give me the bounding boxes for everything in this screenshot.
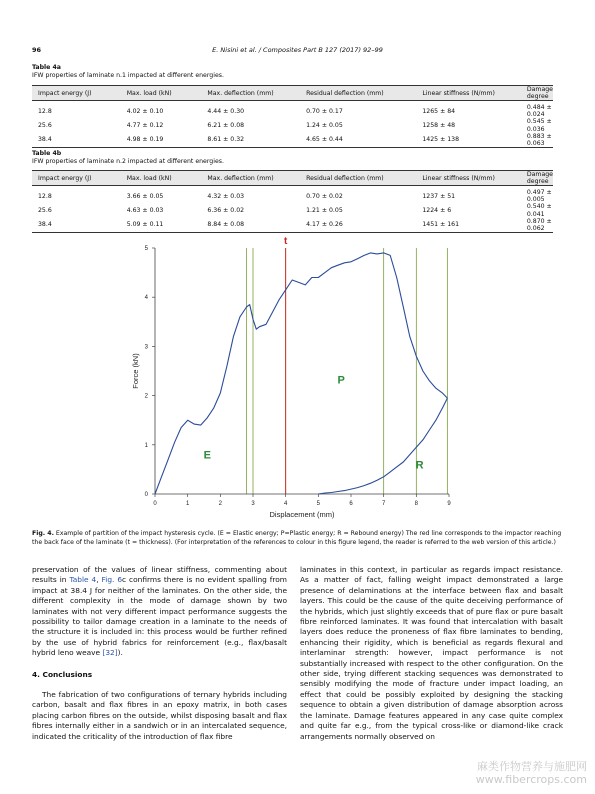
region-label-p: P [337,374,345,387]
table-cell: 1.24 ± 0.05 [306,122,343,129]
watermark-line: www.fibercrops.com [475,773,587,786]
table-cell: 12.8 [38,107,52,115]
thickness-label: t [283,236,288,247]
table-cell: 4.02 ± 0.10 [126,107,164,115]
table-cell: 25.6 [38,122,52,129]
x-tick-label: 2 [218,501,223,507]
unloading-curve [318,398,447,494]
y-tick-label: 0 [144,492,148,498]
paragraph: The fabrication of two configurations of ternary hybrids including carbon, basalt and flax fibres in an epoxy matrix, in both cases placing carbon fibres on the outside, whilst disposing basalt and flax fibres internally either in a sandwich or in an intercalated sequence, indicated the criticality of the introduction of flax fibre [32,690,287,741]
paragraph-text: , [96,575,102,585]
reference-32-link[interactable]: [32] [102,648,118,658]
x-tick-label: 1 [185,501,190,507]
table-cell: 4.98 ± 0.19 [121,133,202,148]
figure-caption [32,530,563,547]
table-cell: 5.09 ± 0.11 [121,218,202,233]
column-header: Linear stiffness (N/mm) [416,171,521,186]
table-cell: 3.66 ± 0.05 [126,192,164,200]
table-cell: 1425 ± 138 [416,133,521,148]
x-tick-label: 7 [381,501,386,507]
table-cell: 4.65 ± 0.44 [300,133,416,148]
table-cell: 0.540 ± 0.041 [526,203,552,218]
x-tick-label: 0 [153,501,157,507]
table-cell: 6.21 ± 0.08 [207,122,245,129]
region-label-r: R [415,459,424,472]
column-header: Max. load (kN) [121,86,202,101]
column-header: Residual deflection (mm) [300,171,416,186]
table-cell: 0.70 ± 0.02 [306,192,343,200]
x-tick-label: 9 [447,501,451,507]
column-header: Impact energy (J) [32,86,121,101]
x-tick-label: 5 [316,501,321,507]
y-tick-label: 1 [144,442,148,449]
x-tick-label: 4 [283,501,288,507]
x-tick-label: 8 [414,501,419,507]
table-cell: 0.484 ± 0.024 [526,104,552,119]
table-cell: 4.44 ± 0.30 [207,107,245,115]
column-header: Residual deflection (mm) [300,86,416,101]
table-cell: 4.32 ± 0.03 [207,192,245,200]
paragraph-text: ). [117,648,123,658]
table-cell: 1224 ± 6 [422,207,452,214]
table-4a-label: Table 4a [32,64,61,71]
table-cell: 0.497 ± 0.005 [526,189,552,204]
column-header: Impact energy (J) [32,171,121,186]
column-header: Linear stiffness (N/mm) [416,86,521,101]
table-cell: 0.70 ± 0.17 [306,107,343,115]
paragraph [32,565,287,659]
paragraph-text: c confirms there is no evident spalling from impact at 38.4 J for neither of the laminates. On the other side, the different complexity in the mode of damage shown by two laminates with not very different impact performance suggests the possibility to tailor damage creation in a laminate to the needs of the structure it is included in: this process would be further refined by the use of hybrid fabrics for reinforcement (e.g., flax/basalt hybrid leno weave [32,575,288,658]
x-tick-label: 6 [349,501,353,507]
table-cell: 1451 ± 161 [416,218,521,233]
body-column-right [300,565,563,742]
y-tick-label: 2 [144,393,148,400]
x-tick-label: 3 [251,501,255,507]
y-tick-label: 5 [144,246,148,252]
column-header: Max. deflection (mm) [201,171,300,186]
column-header: Damage degree [521,86,553,101]
figure-caption-text: Example of partition of the impact hysteresis cycle. (E = Elastic energy; P=Plastic energy; R = Rebound energy) The red line corresponds to the impactor reaching the back face of the laminate (t = thickness). (For interpretation of the references to colour in this figure legend, the reader is referred to the web version of this article.) [32,530,562,546]
table-cell: 0.870 ± 0.062 [521,218,553,233]
column-header: Damage degree [521,171,553,186]
page-number: 96 [32,46,42,54]
column-header: Max. deflection (mm) [201,86,300,101]
watermark [476,760,587,786]
body-column-left [32,565,287,742]
y-tick-label: 4 [144,295,148,302]
table-cell: 38.4 [32,133,121,148]
figure-label: Fig. 4. [32,530,54,537]
table-cell: 4.77 ± 0.12 [126,122,164,129]
table-cell: 1265 ± 84 [422,107,456,115]
column-header: Max. load (kN) [121,171,202,186]
x-axis-label: Displacement (mm) [269,510,335,519]
table-4a-title: IFW properties of laminate n.1 impacted at different energies. [32,72,224,79]
region-label-e: E [203,449,211,462]
table-cell: 6.36 ± 0.02 [207,207,245,214]
table-cell: 1258 ± 48 [422,122,456,129]
table-4b-label: Table 4b [32,150,62,157]
table-cell: 1237 ± 51 [422,192,456,200]
paragraph: laminates in this context, in particular as regards impact resistance. As a matter of fact, falling weight impact demonstrated a large presence of delaminations at the interface between flax and basalt layers. This could be the cause of the quite deceiving performance of the hybrids, which just slightly exceeds that of pure flax or pure basalt fibre reinforced laminates. It was found that intercalation with basalt layers does reduce the proneness of flax fibre laminates to bending, enhancing their rigidity, which is beneficial as regards flexural and interlaminar strength: however, impact performance is not substantially increased with respect to the other configuration. On the other side, trying different stacking sequences was demonstrated to sensibly modifying the mode of fracture under impact loading, an effect that could be possibly exploited by designing the stacking sequence to obtain a given distribution of damage absorption across the laminate. Damage features appeared in any case quite complex and quite far e.g., from the typical cross-like or diamond-like crack arrangements normally observed on [300,565,563,741]
watermark-line: 麻类作物营养与施肥网 [477,760,587,773]
loading-curve [155,253,447,494]
table-cell: 4.17 ± 0.26 [300,218,416,233]
table-4-link[interactable]: Table 4 [69,575,97,585]
y-tick-label: 3 [144,344,148,351]
table-cell: 12.8 [38,192,52,200]
table-cell: 38.4 [32,218,121,233]
running-title: E. Nisini et al. / Composites Part B 127 (2017) 92–99 [212,46,383,54]
table-cell: 8.84 ± 0.08 [201,218,300,233]
table-cell: 4.63 ± 0.03 [126,207,164,214]
fig-6-link[interactable]: Fig. 6 [101,575,123,585]
table-4b-title: IFW properties of laminate n.2 impacted at different energies. [32,158,224,165]
table-cell: 0.545 ± 0.036 [526,118,552,133]
y-axis-label: Force (kN) [131,353,140,389]
table-cell: 1.21 ± 0.05 [306,207,343,214]
table-cell: 8.61 ± 0.32 [201,133,300,148]
table-cell: 25.6 [38,207,52,214]
section-heading: 4. Conclusions [32,669,93,679]
table-cell: 0.883 ± 0.063 [521,133,553,148]
paragraph-text: preservation of the values of linear stiffness, commenting about results in [32,565,287,585]
